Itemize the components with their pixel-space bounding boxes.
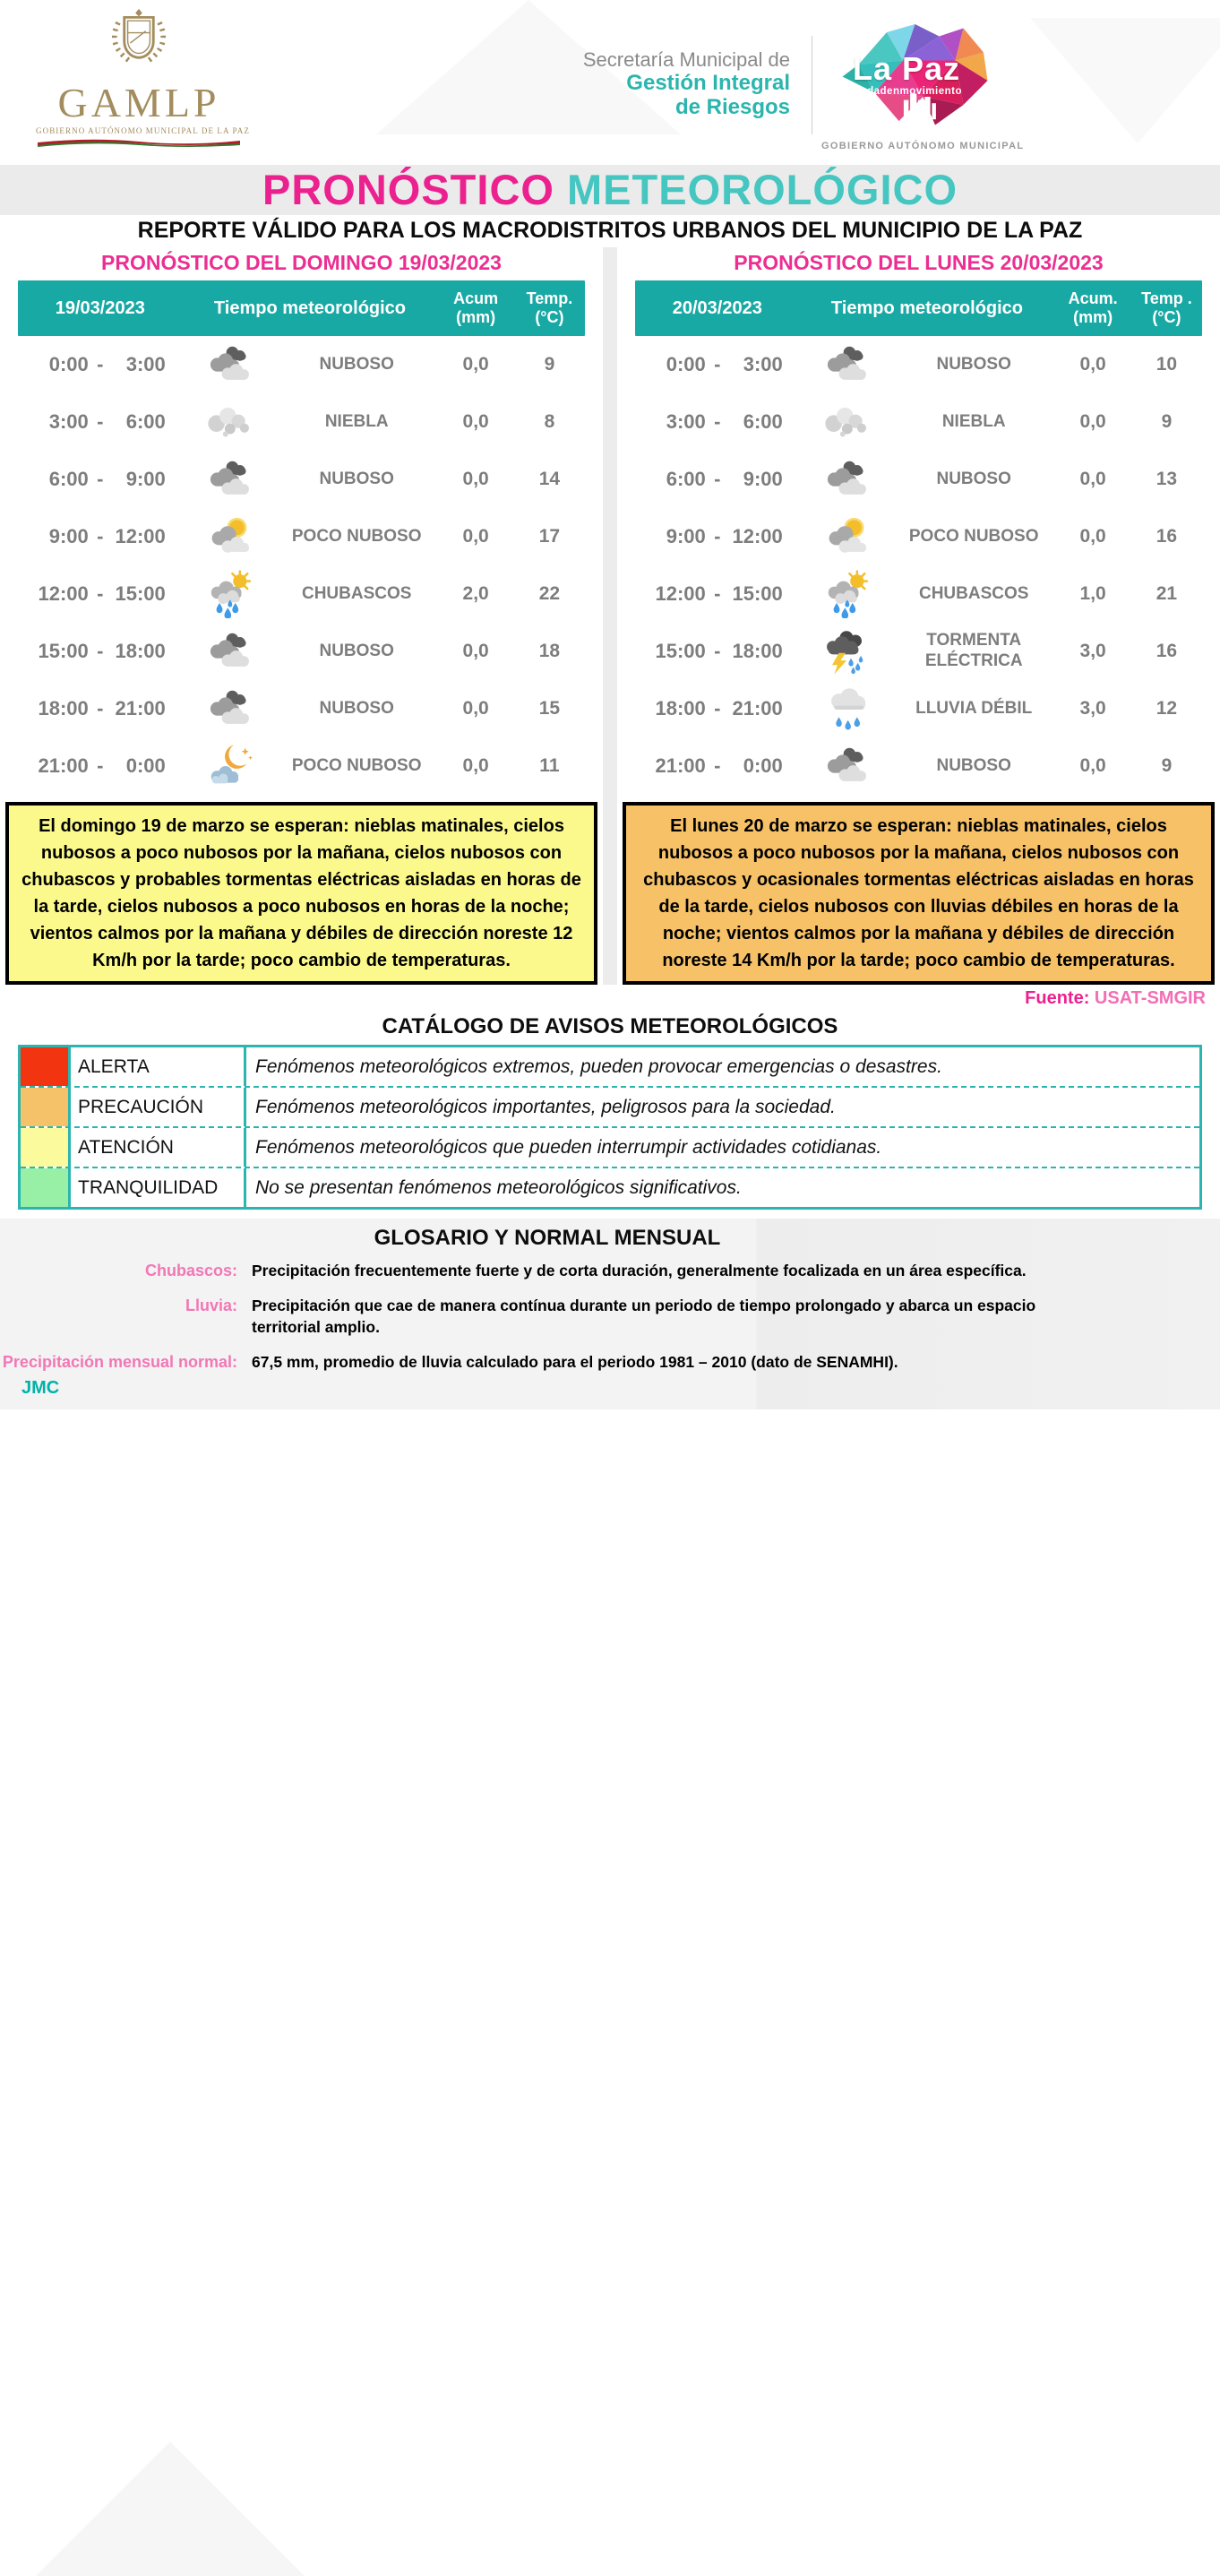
table-header-row: [18, 280, 585, 336]
weather-condition: LLUVIA DÉBIL: [915, 698, 1033, 718]
column-header-temp: [1131, 289, 1202, 326]
weather-condition: POCO NUBOSO: [908, 526, 1039, 546]
cloudy-icon: [205, 627, 253, 676]
forecast-row: [18, 393, 585, 451]
time-from: 15:00: [655, 640, 706, 662]
author-initials: JMC: [21, 1378, 60, 1398]
forecast-sunday-heading: PRONÓSTICO DEL DOMINGO 19/03/2023: [101, 251, 502, 274]
light-rain-icon: [822, 685, 871, 733]
time-to: 0:00: [743, 754, 783, 777]
weather-condition: NIEBLA: [941, 411, 1006, 431]
alert-level-description: Fenómenos meteorológicos importantes, peligrosos para la sociedad.: [255, 1096, 836, 1117]
column-header-acum: [1054, 289, 1130, 326]
catalog-row: [21, 1047, 1199, 1086]
column-header-weather: Tiempo meteorológico: [213, 297, 407, 318]
forecast-row: [18, 565, 585, 623]
time-separator: -: [97, 353, 104, 375]
time-to: 9:00: [743, 468, 783, 490]
precipitation-value: 0,0: [1079, 755, 1106, 776]
forecast-row: [18, 623, 585, 680]
precipitation-value: 0,0: [462, 755, 489, 776]
forecast-row: [18, 508, 585, 565]
alert-catalog-table: [18, 1045, 1202, 1210]
time-to: 12:00: [115, 525, 166, 547]
partly-cloudy-icon: [822, 513, 871, 561]
precipitation-value: 1,0: [1079, 583, 1106, 604]
temperature-value: 15: [538, 698, 561, 719]
glossary-title: GLOSARIO Y NORMAL MENSUAL: [374, 1226, 721, 1250]
time-separator: -: [97, 754, 104, 777]
weather-condition: TORMENTA ELÉCTRICA: [924, 631, 1023, 670]
time-separator: -: [97, 525, 104, 547]
forecast-row: [18, 336, 585, 393]
weather-condition: NUBOSO: [319, 469, 394, 488]
fog-icon: [822, 398, 871, 446]
precipitation-value: 0,0: [462, 641, 489, 661]
temperature-value: 21: [1156, 583, 1178, 604]
precipitation-value: 2,0: [462, 583, 489, 604]
lapaz-wordmark: La Paz: [852, 50, 961, 87]
forecast-row: [18, 680, 585, 737]
time-from: 0:00: [666, 353, 706, 375]
time-to: 21:00: [115, 697, 166, 719]
gamlp-crest-icon: [96, 5, 182, 82]
source-value: USAT-SMGIR: [1094, 988, 1206, 1008]
time-separator: -: [97, 582, 104, 605]
time-to: 18:00: [732, 640, 783, 662]
alert-level-description: No se presentan fenómenos meteorológicos significativos.: [255, 1176, 742, 1198]
time-separator: -: [714, 697, 721, 719]
lapaz-logo: [821, 16, 1025, 151]
time-from: 9:00: [666, 525, 706, 547]
forecast-row: [635, 680, 1202, 737]
time-separator: -: [97, 410, 104, 433]
temperature-value: 16: [1156, 526, 1178, 547]
temp-label: Temp .: [1141, 289, 1192, 308]
source-line: [0, 985, 1220, 1009]
page-title: [0, 165, 1220, 215]
forecast-row: [18, 737, 585, 795]
precipitation-value: 0,0: [462, 354, 489, 375]
alert-level-label: ATENCIÓN: [71, 1128, 246, 1167]
glossary-definition: Precipitación frecuentemente fuerte y de corta duración, generalmente focalizada en un área específica.: [252, 1262, 1027, 1279]
fog-icon: [205, 398, 253, 446]
temperature-value: 10: [1156, 354, 1178, 375]
precipitation-value: 0,0: [462, 469, 489, 489]
temperature-value: 22: [538, 583, 561, 604]
temperature-value: 9: [1161, 411, 1173, 432]
watermark-triangle: [1030, 18, 1220, 143]
time-to: 6:00: [125, 410, 166, 433]
time-separator: -: [714, 582, 721, 605]
forecast-row: [635, 623, 1202, 680]
weather-condition: POCO NUBOSO: [291, 526, 422, 546]
gamlp-caption: GOBIERNO AUTÓNOMO MUNICIPAL DE LA PAZ: [36, 126, 250, 135]
glossary-term: Chubascos:: [144, 1262, 237, 1279]
catalog-row: [21, 1086, 1199, 1126]
weather-condition: NUBOSO: [319, 698, 394, 718]
weather-condition: NIEBLA: [324, 411, 389, 431]
gamlp-logo: [36, 5, 250, 156]
time-separator: -: [714, 410, 721, 433]
cloudy-icon: [822, 340, 871, 389]
forecast-monday: [617, 247, 1220, 985]
alert-level-label: TRANQUILIDAD: [71, 1168, 246, 1207]
weather-condition: POCO NUBOSO: [291, 755, 422, 775]
showers-icon: [822, 570, 871, 618]
precipitation-value: 0,0: [1079, 469, 1106, 489]
temp-label: Temp.: [526, 289, 573, 308]
precipitation-value: 0,0: [1079, 526, 1106, 547]
cloudy-icon: [822, 742, 871, 790]
time-separator: -: [97, 468, 104, 490]
acum-unit: (mm): [1073, 308, 1113, 326]
secretaria-logo: [583, 49, 790, 119]
time-to: 15:00: [732, 582, 783, 605]
time-to: 0:00: [125, 754, 166, 777]
alert-color-swatch: [21, 1168, 71, 1207]
lapaz-caption: GOBIERNO AUTÓNOMO MUNICIPAL: [821, 141, 1025, 151]
forecast-row: [635, 508, 1202, 565]
precipitation-value: 3,0: [1079, 698, 1106, 719]
forecast-row: [18, 451, 585, 508]
secretaria-line3: de Riesgos: [674, 94, 790, 119]
title-meteorologico: METEOROLÓGICO: [567, 166, 958, 213]
alert-level-description: Fenómenos meteorológicos que pueden interrumpir actividades cotidianas.: [255, 1136, 882, 1158]
partly-cloudy-icon: [205, 513, 253, 561]
forecast-row: [635, 336, 1202, 393]
temp-unit: (°C): [1152, 308, 1181, 326]
forecast-monday-table: [635, 280, 1202, 795]
acum-label: Acum: [453, 289, 499, 308]
time-from: 3:00: [48, 410, 89, 433]
acum-unit: (mm): [456, 308, 496, 326]
time-from: 0:00: [48, 353, 89, 375]
catalog-row: [21, 1167, 1199, 1207]
precipitation-value: 0,0: [462, 526, 489, 547]
time-to: 3:00: [125, 353, 166, 375]
alert-level-label: PRECAUCIÓN: [71, 1088, 246, 1126]
alert-color-swatch: [21, 1088, 71, 1126]
watermark-triangle: [36, 2442, 305, 2576]
time-separator: -: [714, 754, 721, 777]
temp-unit: (°C): [535, 308, 564, 326]
cloudy-icon: [205, 455, 253, 504]
forecast-sunday-table: [18, 280, 585, 795]
column-header-acum: [437, 289, 513, 326]
column-header-date: 20/03/2023: [672, 297, 762, 318]
time-to: 15:00: [115, 582, 166, 605]
forecast-row: [635, 565, 1202, 623]
temperature-value: 13: [1156, 469, 1178, 489]
lapaz-tagline: ciudadenmovimiento: [850, 86, 963, 97]
acum-label: Acum.: [1068, 289, 1118, 308]
secretaria-line1: Secretaría Municipal de: [582, 48, 790, 71]
column-gap: [603, 247, 617, 985]
weather-condition: NUBOSO: [319, 354, 394, 374]
time-from: 12:00: [655, 582, 706, 605]
temperature-value: 16: [1156, 641, 1178, 661]
gamlp-wordmark: GAMLP: [57, 80, 220, 125]
time-from: 9:00: [48, 525, 89, 547]
column-header-temp: [514, 289, 585, 326]
alert-color-swatch: [21, 1047, 71, 1086]
time-to: 9:00: [125, 468, 166, 490]
time-to: 3:00: [743, 353, 783, 375]
temperature-value: 9: [1161, 755, 1173, 776]
time-separator: -: [97, 697, 104, 719]
time-to: 6:00: [743, 410, 783, 433]
weather-condition: NUBOSO: [319, 641, 394, 660]
secretaria-line2: Gestión Integral: [626, 70, 790, 95]
forecast-row: [635, 737, 1202, 795]
time-from: 18:00: [655, 697, 706, 719]
time-to: 21:00: [732, 697, 783, 719]
report-header: [0, 0, 1220, 165]
sunday-summary-box: El domingo 19 de marzo se esperan: nieblas matinales, cielos nubosos a poco nubosos por la mañana, cielos nubosos con chubascos y probables tormentas eléctricas aisladas en horas de la tarde, cielos nubosos a poco nubosos en horas de la noche; vientos calmos por la mañana y débiles de dirección noreste 12 Km/h por la tarde; poco cambio de temperaturas.: [5, 802, 597, 985]
forecast-columns: [0, 247, 1220, 985]
forecast-row: [635, 393, 1202, 451]
cloudy-icon: [205, 685, 253, 733]
table-header-row: [635, 280, 1202, 336]
partly-cloudy-night-icon: [205, 742, 253, 790]
weather-condition: NUBOSO: [936, 469, 1011, 488]
weather-condition: NUBOSO: [936, 354, 1011, 374]
glossary-entries: [0, 1260, 1220, 1373]
precipitation-value: 0,0: [462, 698, 489, 719]
temperature-value: 8: [544, 411, 555, 432]
time-separator: -: [714, 525, 721, 547]
time-separator: -: [714, 468, 721, 490]
glossary-definition: Precipitación que cae de manera contínua durante un periodo de tiempo prolongado y abarca un espacio territorial amplio.: [252, 1296, 1036, 1336]
time-from: 3:00: [666, 410, 706, 433]
alert-color-swatch: [21, 1128, 71, 1167]
report-subtitle: REPORTE VÁLIDO PARA LOS MACRODISTRITOS URBANOS DEL MUNICIPIO DE LA PAZ: [137, 218, 1083, 243]
thunderstorm-icon: [822, 627, 871, 676]
catalog-title: CATÁLOGO DE AVISOS METEOROLÓGICOS: [382, 1014, 838, 1038]
title-pronostico: PRONÓSTICO: [262, 166, 554, 213]
gamlp-ribbon-icon: [36, 137, 242, 151]
time-from: 21:00: [38, 754, 89, 777]
time-separator: -: [714, 640, 721, 662]
time-to: 18:00: [115, 640, 166, 662]
time-separator: -: [97, 640, 104, 662]
temperature-value: 12: [1156, 698, 1178, 719]
glossary-term: Lluvia:: [185, 1296, 237, 1314]
temperature-value: 18: [538, 641, 561, 661]
weather-condition: CHUBASCOS: [301, 583, 412, 603]
forecast-monday-heading: PRONÓSTICO DEL LUNES 20/03/2023: [734, 251, 1104, 274]
column-header-date: 19/03/2023: [55, 297, 145, 318]
time-from: 6:00: [666, 468, 706, 490]
source-label: Fuente:: [1025, 988, 1090, 1008]
time-from: 15:00: [38, 640, 89, 662]
precipitation-value: 3,0: [1079, 641, 1106, 661]
temperature-value: 11: [539, 755, 560, 776]
time-from: 21:00: [655, 754, 706, 777]
precipitation-value: 0,0: [1079, 411, 1106, 432]
cloudy-icon: [205, 340, 253, 389]
alert-level-label: ALERTA: [71, 1047, 246, 1086]
catalog-row: [21, 1126, 1199, 1167]
time-from: 12:00: [38, 582, 89, 605]
precipitation-value: 0,0: [462, 411, 489, 432]
time-from: 18:00: [38, 697, 89, 719]
glossary-definition: 67,5 mm, promedio de lluvia calculado para el periodo 1981 – 2010 (dato de SENAMHI).: [252, 1352, 898, 1371]
time-to: 12:00: [732, 525, 783, 547]
showers-icon: [205, 570, 253, 618]
column-header-weather: Tiempo meteorológico: [830, 297, 1024, 318]
temperature-value: 9: [544, 354, 555, 375]
temperature-value: 17: [538, 526, 561, 547]
temperature-value: 14: [538, 469, 561, 489]
weather-condition: NUBOSO: [936, 755, 1011, 775]
time-from: 6:00: [48, 468, 89, 490]
glossary-term: Precipitación mensual normal:: [2, 1352, 237, 1371]
forecast-row: [635, 451, 1202, 508]
cloudy-icon: [822, 455, 871, 504]
time-separator: -: [714, 353, 721, 375]
weather-condition: CHUBASCOS: [918, 583, 1029, 603]
alert-level-description: Fenómenos meteorológicos extremos, pueden provocar emergencias o desastres.: [255, 1055, 942, 1077]
precipitation-value: 0,0: [1079, 354, 1106, 375]
glossary-section: [0, 1219, 1220, 1409]
forecast-sunday: [0, 247, 603, 985]
monday-summary-box: El lunes 20 de marzo se esperan: nieblas matinales, cielos nubosos a poco nubosos por la mañana, cielos nubosos con chubascos y ocasionales tormentas eléctricas aisladas en horas de la tarde, cielos nubosos con lluvias débiles en horas de la noche; vientos calmos por la mañana y débiles de dirección noreste 14 Km/h por la tarde; poco cambio de temperaturas.: [623, 802, 1215, 985]
